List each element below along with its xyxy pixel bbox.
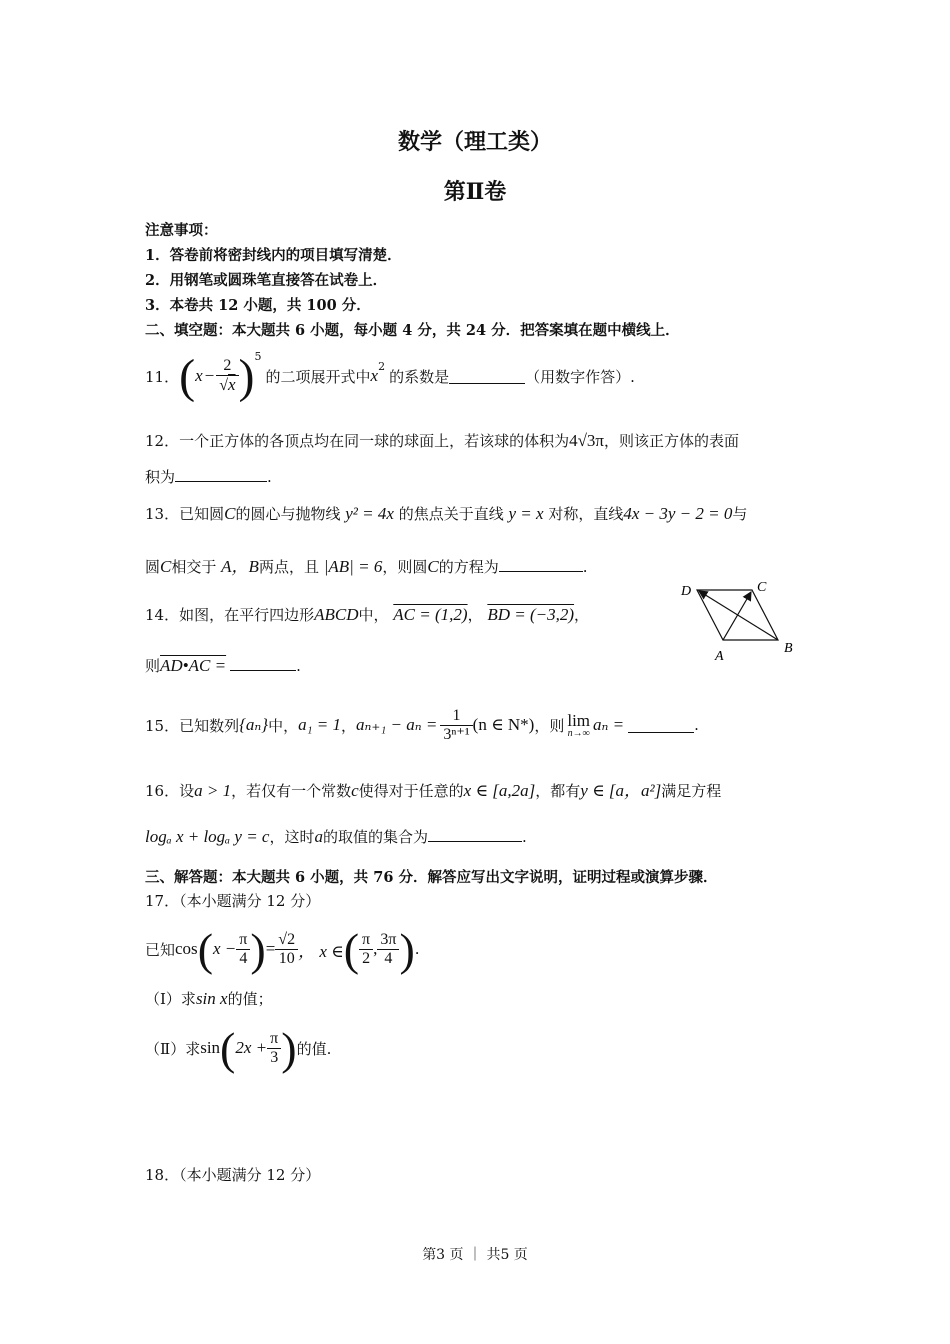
note-item: 3．本卷共 12 小题，共 100 分． — [145, 297, 371, 314]
question-14: 14．如图，在平行四边形ABCD中， AC = (1,2)， BD = (−3,2)， — [145, 605, 590, 624]
question-number: 11． — [145, 367, 180, 386]
page-footer: 第3 页 ｜ 共5 页 — [422, 1247, 528, 1263]
fraction: $\frac{2}{√x}$ — [216, 357, 238, 394]
answer-blank[interactable] — [428, 840, 522, 842]
note-item: 1．答卷前将密封线内的项目填写清楚． — [145, 247, 402, 264]
fraction: $\frac{3\pi}{4}$ — [377, 931, 399, 967]
label-a: A — [715, 649, 724, 664]
question-16: 16．设a > 1，若仅有一个常数c使得对于任意的x ∈ [a,2a]，都有y ∈ [a，a²]满足方程 — [145, 781, 722, 800]
section-heading: 三、解答题：本大题共 6 小题，共 76 分．解答应写出文字说明，证明过程或演算步骤． — [145, 869, 718, 886]
notes-heading: 注意事项： — [145, 222, 218, 239]
question-18-heading: 18．（本小题满分 12 分） — [145, 1166, 321, 1184]
note-item: 2．用钢笔或圆珠笔直接答在试卷上． — [145, 272, 388, 289]
page-title: 数学（理工类） — [397, 129, 552, 155]
question-16-line2: logₐ x + logₐ y = c，这时a的取值的集合为 . — [145, 827, 527, 846]
section-heading: 二、填空题：本大题共 6 小题，每小题 4 分，共 24 分．把答案填在题中横线上． — [145, 322, 680, 339]
question-12: 12．一个正方体的各顶点均在同一球的球面上，若该球的体积为4√3π，则该正方体的表面 — [145, 431, 740, 450]
question-12-line2: 积为 . — [145, 468, 272, 486]
page-subtitle: 第Ⅱ卷 — [443, 179, 507, 205]
vector-ac — [723, 592, 751, 640]
answer-blank[interactable] — [230, 669, 296, 671]
answer-blank[interactable] — [175, 480, 267, 482]
answer-blank[interactable] — [628, 731, 694, 733]
question-13: 13．已知圆C的圆心与抛物线 y² = 4x 的焦点关于直线 y = x 对称，直线4x − 3y − 2 = 0与 — [145, 504, 748, 523]
answer-blank[interactable] — [449, 382, 525, 384]
answer-blank[interactable] — [499, 570, 583, 572]
fraction: $\frac{1}{\text{3ⁿ⁺¹}}$ — [440, 707, 472, 743]
label-b: B — [784, 641, 793, 656]
fraction: $\frac{\pi}{3}$ — [267, 1030, 281, 1066]
question-11: 11． ( x − $\frac{2}{√x}$ ) $^5$ 的二项展开式中 x $^2$ 的系数是 （用数字作答）. — [145, 349, 635, 403]
question-17-part1: （Ⅰ）求sin x的值； — [145, 989, 273, 1008]
parallelogram-figure — [675, 578, 805, 668]
question-14-line2: 则AD•AC = . — [145, 656, 301, 675]
label-d: D — [681, 584, 692, 599]
question-17-part2: （Ⅱ）求 sin ( 2x + $\frac{\pi}{3}$ ) 的值. — [145, 1022, 332, 1074]
question-15: 15．已知数列 {aₙ} 中， a₁ = 1 ， aₙ₊₁ − aₙ = $\frac{1}{\text{3ⁿ⁺¹}}$ (n ∈ N*) ，则 lim n→∞ aₙ = . — [145, 706, 699, 743]
question-17-given: 已知 cos ( x − $\frac{\pi}{4}$ ) = $\frac{√2}{10}$ ， x ∈ ( $\frac{\pi}{2}$ , $\frac{3\pi}{4}$ ) . — [145, 923, 420, 975]
fraction: $\frac{√2}{10}$ — [275, 931, 298, 967]
fraction: $\frac{\pi}{2}$ — [359, 931, 373, 967]
question-13-line2: 圆C相交于 A，B两点，且 |AB| = 6，则圆C的方程为 . — [145, 557, 588, 576]
label-c: C — [757, 580, 767, 595]
fraction: $\frac{\pi}{4}$ — [236, 931, 250, 967]
question-17-heading: 17．（本小题满分 12 分） — [145, 892, 321, 910]
